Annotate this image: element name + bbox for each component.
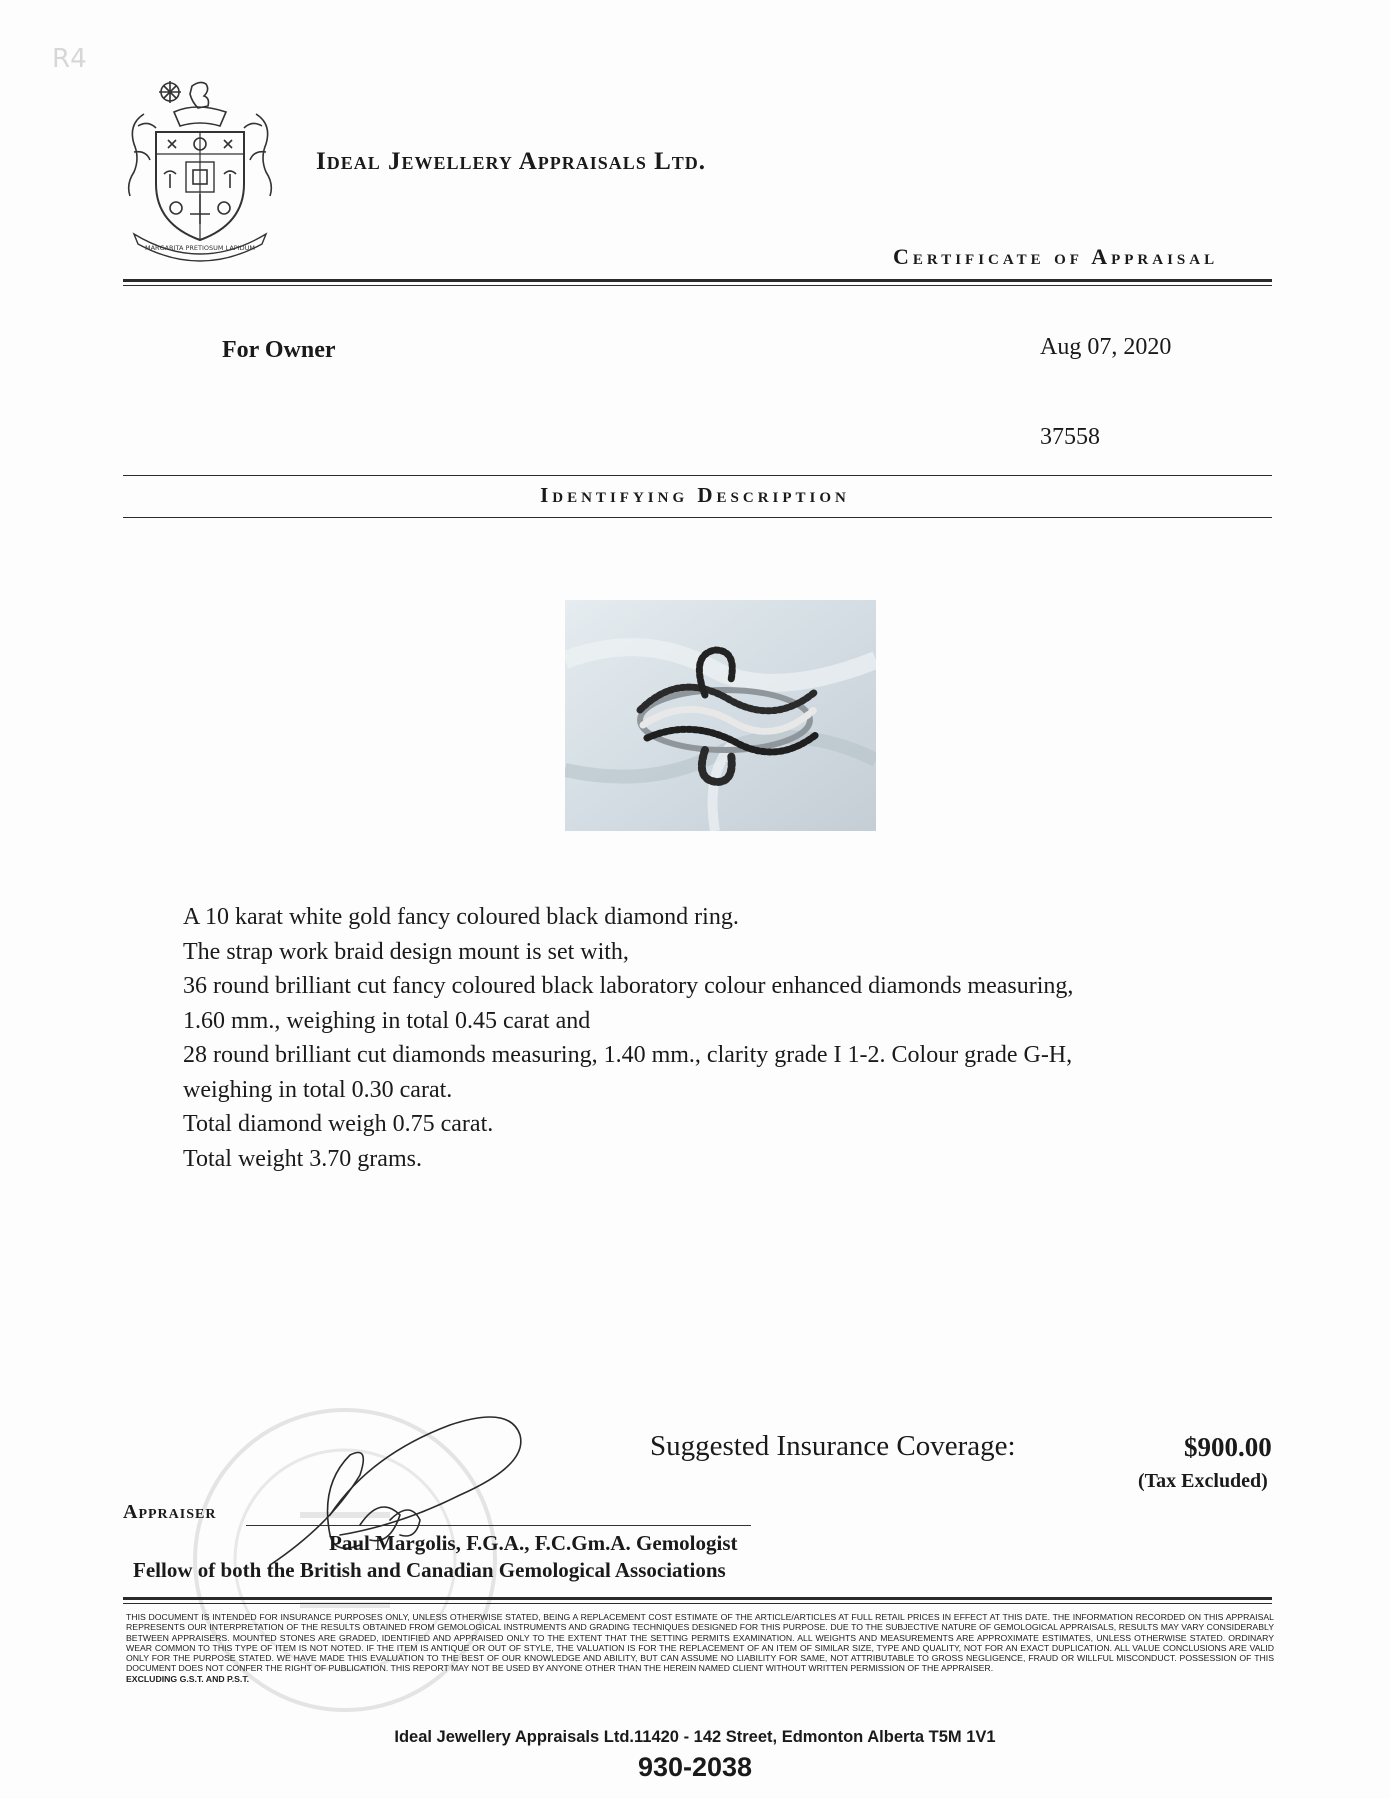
description-line: Total weight 3.70 grams. [183, 1145, 422, 1172]
footer-rule-top [123, 1597, 1272, 1600]
ring-photo [565, 600, 876, 831]
item-description [183, 900, 1073, 1176]
description-line: Total diamond weigh 0.75 carat. [183, 1111, 494, 1137]
description-line: weighing in total 0.30 carat. [183, 1076, 453, 1103]
footer-rule-bottom [123, 1603, 1272, 1604]
disclaimer-tax-note: EXCLUDING G.S.T. AND P.S.T. [126, 1673, 250, 1684]
reference-number: 37558 [1040, 424, 1100, 450]
description-line: 28 round brilliant cut diamonds measuring, 1.40 mm., clarity grade I 1-2. Colour grade G-H, [183, 1042, 1073, 1068]
pencil-annotation: R4 [52, 44, 87, 74]
header-rule-bottom [123, 285, 1272, 286]
insurance-coverage-label: Suggested Insurance Coverage: [650, 1430, 1016, 1462]
company-address: Ideal Jewellery Appraisals Ltd.11420 - 142 Street, Edmonton Alberta T5M 1V1 [394, 1728, 996, 1746]
recipient-label: For Owner [222, 337, 336, 363]
insurance-coverage-amount: $900.00 [1184, 1432, 1272, 1462]
appraisal-date: Aug 07, 2020 [1040, 334, 1172, 360]
description-line: 36 round brilliant cut fancy coloured black laboratory colour enhanced diamonds measuring, [183, 973, 1074, 999]
company-phone: 930-2038 [637, 1752, 753, 1782]
appraiser-name: Paul Margolis, F.G.A., F.C.Gm.A. Gemologist [329, 1531, 738, 1555]
header-rule-top [123, 279, 1272, 282]
section-rule-top [123, 475, 1272, 476]
disclaimer-body: THIS DOCUMENT IS INTENDED FOR INSURANCE PURPOSES ONLY, UNLESS OTHERWISE STATED, BEING A REPLACEMENT COST ESTIMATE OF THE ARTICLE/ARTICLES AT FULL RETAIL PRICES IN EFFECT AT THIS DATE. THE INFORMATION RECORDED ON THIS APPRAISAL REPRESENTS OUR INTERPRETATION OF THE RESULTS OBTAINED FROM GEMOLOGICAL INSTRUMENTS AND GRADING TECHNIQUES DESIGNED FOR THIS PURPOSE. DUE TO THE SUBJECTIVE NATURE OF GEMOLOGICAL APPRAISALS, RESULTS MAY VARY CONSIDERABLY BETWEEN APPRAISERS. MOUNTED STONES ARE GRADED, IDENTIFIED AND APPRAISED ONLY TO THE EXTENT THAT THE SETTING PERMITS EXAMINATION. ALL WEIGHTS AND MEASUREMENTS ARE APPROXIMATE ESTIMATES, UNLESS OTHERWISE STATED. ORDINARY WEAR COMMON TO THIS TYPE OF ITEM IS NOT NOTED. IF THE ITEM IS ANTIQUE OR OUT OF STYLE, THE VALUATION IS FOR THE REPLACEMENT OF AN ITEM OF SIMILAR SIZE, TYPE AND QUALITY, NOT FOR AN EXACT DUPLICATION. ALL VALUE CONCLUSIONS ARE VALID ONLY FOR THE PURPOSE STATED. WE HAVE MADE THIS EVALUATION TO THE BEST OF OUR KNOWLEDGE AND ABILITY, BUT CAN ASSUME NO LIABILITY FOR SAME, NOT ATTRIBUTABLE TO GROSS NEGLIGENCE, FRAUD OR WILLFUL MISCONDUCT. POSSESSION OF THIS DOCUMENT DOES NOT CONFER THE RIGHT OF PUBLICATION. THIS REPORT MAY NOT BE USED BY ANYONE OTHER THAN THE HEREIN NAMED CLIENT WITHOUT WRITTEN PERMISSION OF THE APPRAISER. [126, 1612, 1274, 1674]
tax-note: (Tax Excluded) [1138, 1470, 1268, 1492]
description-line: A 10 karat white gold fancy coloured black diamond ring. [183, 904, 739, 930]
coat-of-arms-logo [120, 74, 280, 264]
section-title: Identifying Description [540, 483, 850, 507]
company-name: Ideal Jewellery Appraisals Ltd. [316, 148, 707, 175]
appraiser-affiliation: Fellow of both the British and Canadian Gemological Associations [133, 1558, 726, 1582]
disclaimer [126, 1612, 1274, 1684]
description-line: The strap work braid design mount is set with, [183, 938, 629, 965]
section-rule-bottom [123, 517, 1272, 518]
description-line: 1.60 mm., weighing in total 0.45 carat and [183, 1007, 591, 1034]
document-title: Certificate of Appraisal [893, 244, 1219, 269]
crest-motto: MARGARITA PRETIOSUM LAPIDUM [145, 244, 255, 252]
appraiser-label: Appraiser [123, 1501, 217, 1523]
